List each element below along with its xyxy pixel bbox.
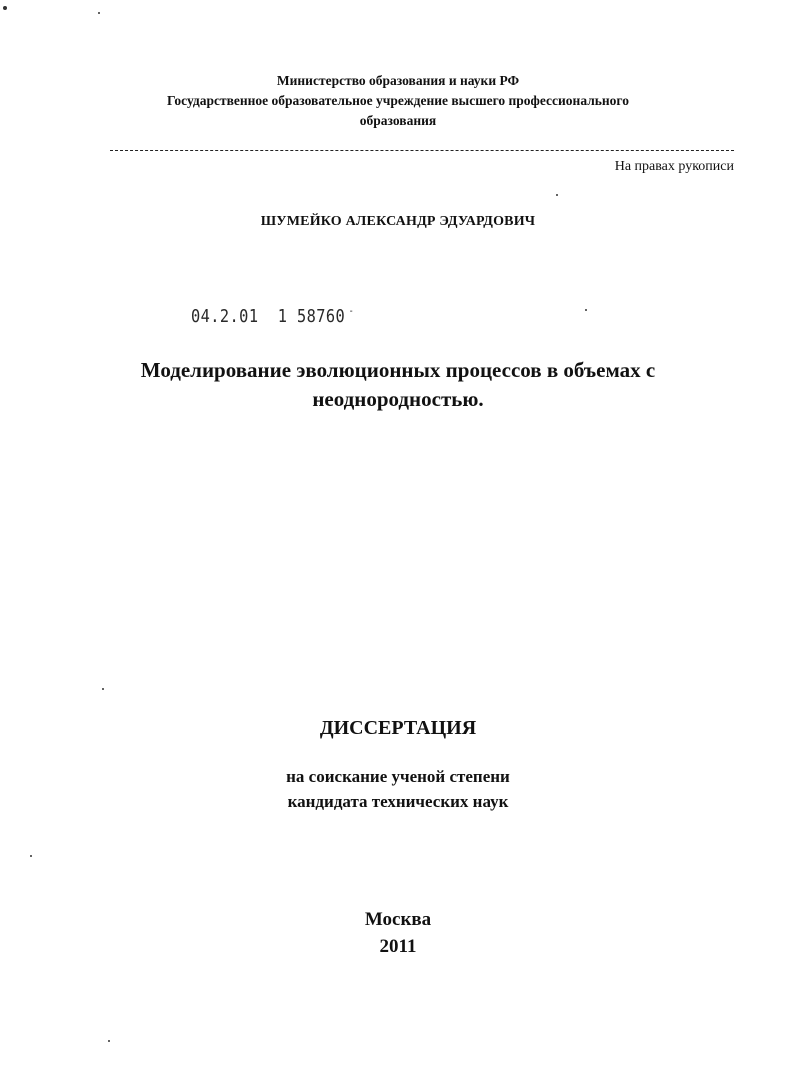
- degree-line2: кандидата технических наук: [287, 792, 509, 811]
- title-line2: неоднородностью.: [312, 387, 484, 411]
- manuscript-rights-note: На правах рукописи: [614, 159, 734, 174]
- year: 2011: [379, 936, 417, 957]
- institution-name-line2: образования: [359, 113, 437, 128]
- header-block: [0, 71, 796, 131]
- scan-speck: [108, 1040, 110, 1042]
- scan-speck: [30, 855, 32, 857]
- document-type: ДИССЕРТАЦИЯ: [319, 717, 477, 739]
- scan-speck: [102, 688, 104, 690]
- stamp-code-text: 04.2.01 1 58760: [191, 306, 346, 327]
- dissertation-title: [0, 356, 796, 414]
- degree-block: [0, 764, 796, 814]
- author-name: ШУМЕЙКО АЛЕКСАНДР ЭДУАРДОВИЧ: [260, 214, 536, 229]
- scan-speck: [3, 6, 7, 10]
- scan-speck: [98, 12, 100, 14]
- degree-line1: на соискание ученой степени: [286, 767, 510, 786]
- place-year-block: [0, 906, 796, 960]
- ministry-name: Министерство образования и науки РФ: [276, 73, 520, 88]
- stamp-tick-mark: -: [348, 306, 355, 317]
- city-name: Москва: [364, 909, 432, 930]
- title-line1: Моделирование эволюционных процессов в объемах с: [140, 358, 656, 382]
- institution-name-line1: Государственное образовательное учреждение высшего профессионального: [167, 93, 629, 108]
- scan-speck: [556, 194, 558, 196]
- dashed-divider: [110, 150, 734, 151]
- scan-speck: [585, 309, 587, 311]
- library-stamp-code: [191, 306, 354, 327]
